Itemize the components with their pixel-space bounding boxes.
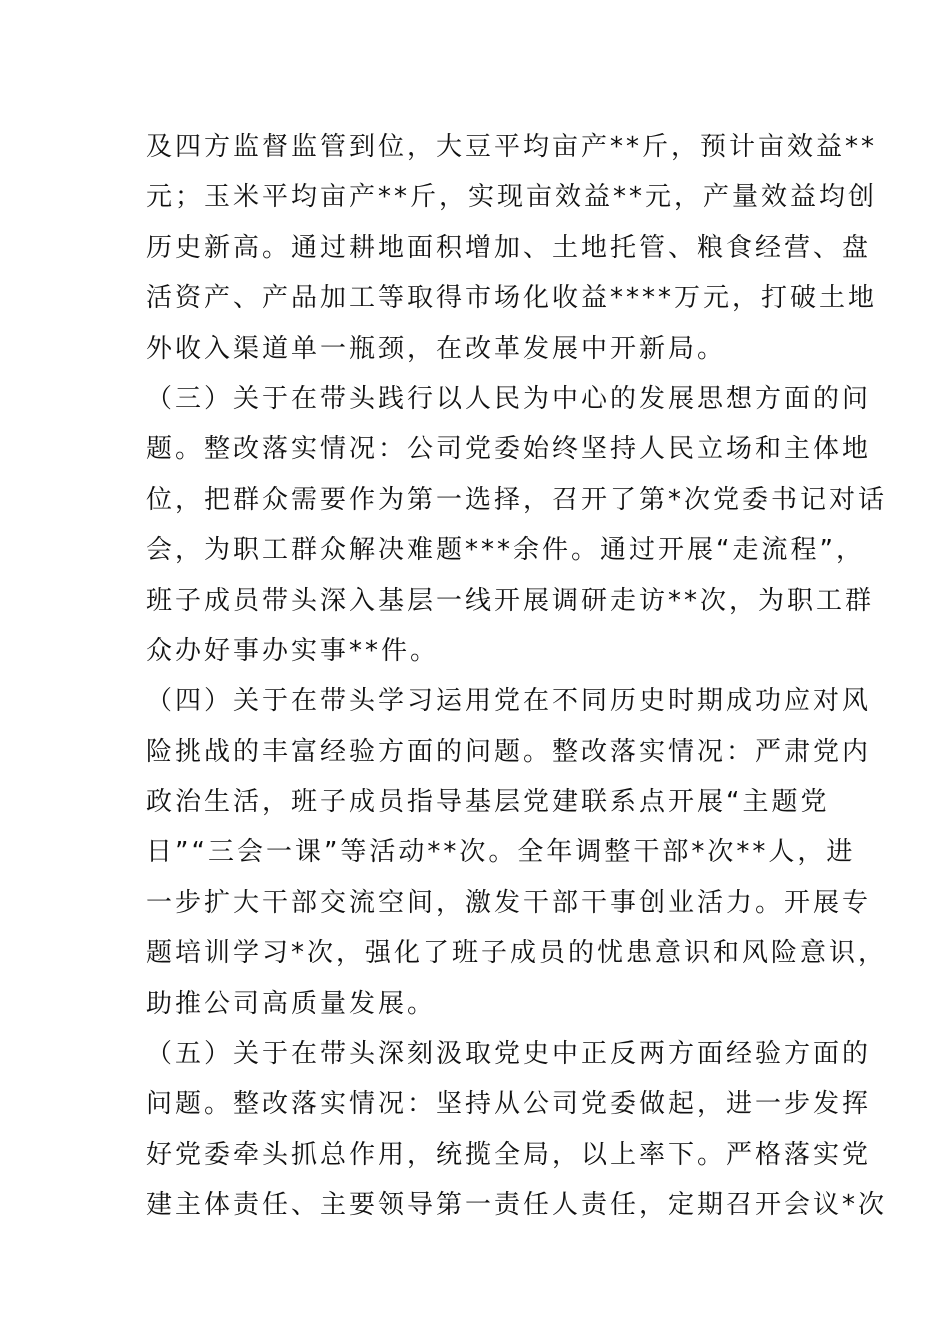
text-line: 一步扩大干部交流空间，激发干部干事创业活力。开展专 [146, 887, 872, 918]
text-line: 外收入渠道单一瓶颈，在改革发展中开新局。 [146, 333, 727, 364]
text-line: 会，为职工群众解决难题***余件。通过开展“走流程”， [146, 535, 865, 566]
document-body [146, 122, 888, 1231]
text-line: 历史新高。通过耕地面积增加、土地托管、粮食经营、盘 [146, 232, 872, 263]
text-line: 日”“三会一课”等活动**次。全年调整干部*次**人，进 [146, 837, 856, 868]
section-heading-4: （四）关于在带头学习运用党在不同历史时期成功应对风 [146, 686, 872, 717]
text-line: 位，把群众需要作为第一选择，召开了第*次党委书记对话 [146, 484, 888, 515]
text-line: 班子成员带头深入基层一线开展调研走访**次，为职工群 [146, 585, 875, 616]
text-line: 活资产、产品加工等取得市场化收益****万元，打破土地 [146, 283, 878, 314]
text-line: 问题。整改落实情况：坚持从公司党委做起，进一步发挥 [146, 1089, 872, 1120]
text-line: 众办好事办实事**件。 [146, 635, 440, 666]
section-heading-5: （五）关于在带头深刻汲取党史中正反两方面经验方面的 [146, 1039, 872, 1070]
text-line: 险挑战的丰富经验方面的问题。整改落实情况：严肃党内 [146, 736, 872, 767]
text-line: 政治生活，班子成员指导基层党建联系点开展“主题党 [146, 787, 830, 818]
text-line: 助推公司高质量发展。 [146, 988, 437, 1019]
text-line: 元；玉米平均亩产**斤，实现亩效益**元，产量效益均创 [146, 182, 878, 213]
text-line: 建主体责任、主要领导第一责任人责任，定期召开会议*次 [146, 1190, 888, 1221]
section-heading-3: （三）关于在带头践行以人民为中心的发展思想方面的问 [146, 383, 872, 414]
text-line: 题。整改落实情况：公司党委始终坚持人民立场和主体地 [146, 434, 872, 465]
text-line: 好党委牵头抓总作用，统揽全局，以上率下。严格落实党 [146, 1139, 872, 1170]
text-line: 及四方监督监管到位，大豆平均亩产**斤，预计亩效益** [146, 132, 878, 162]
text-line: 题培训学习*次，强化了班子成员的忧患意识和风险意识， [146, 938, 888, 969]
